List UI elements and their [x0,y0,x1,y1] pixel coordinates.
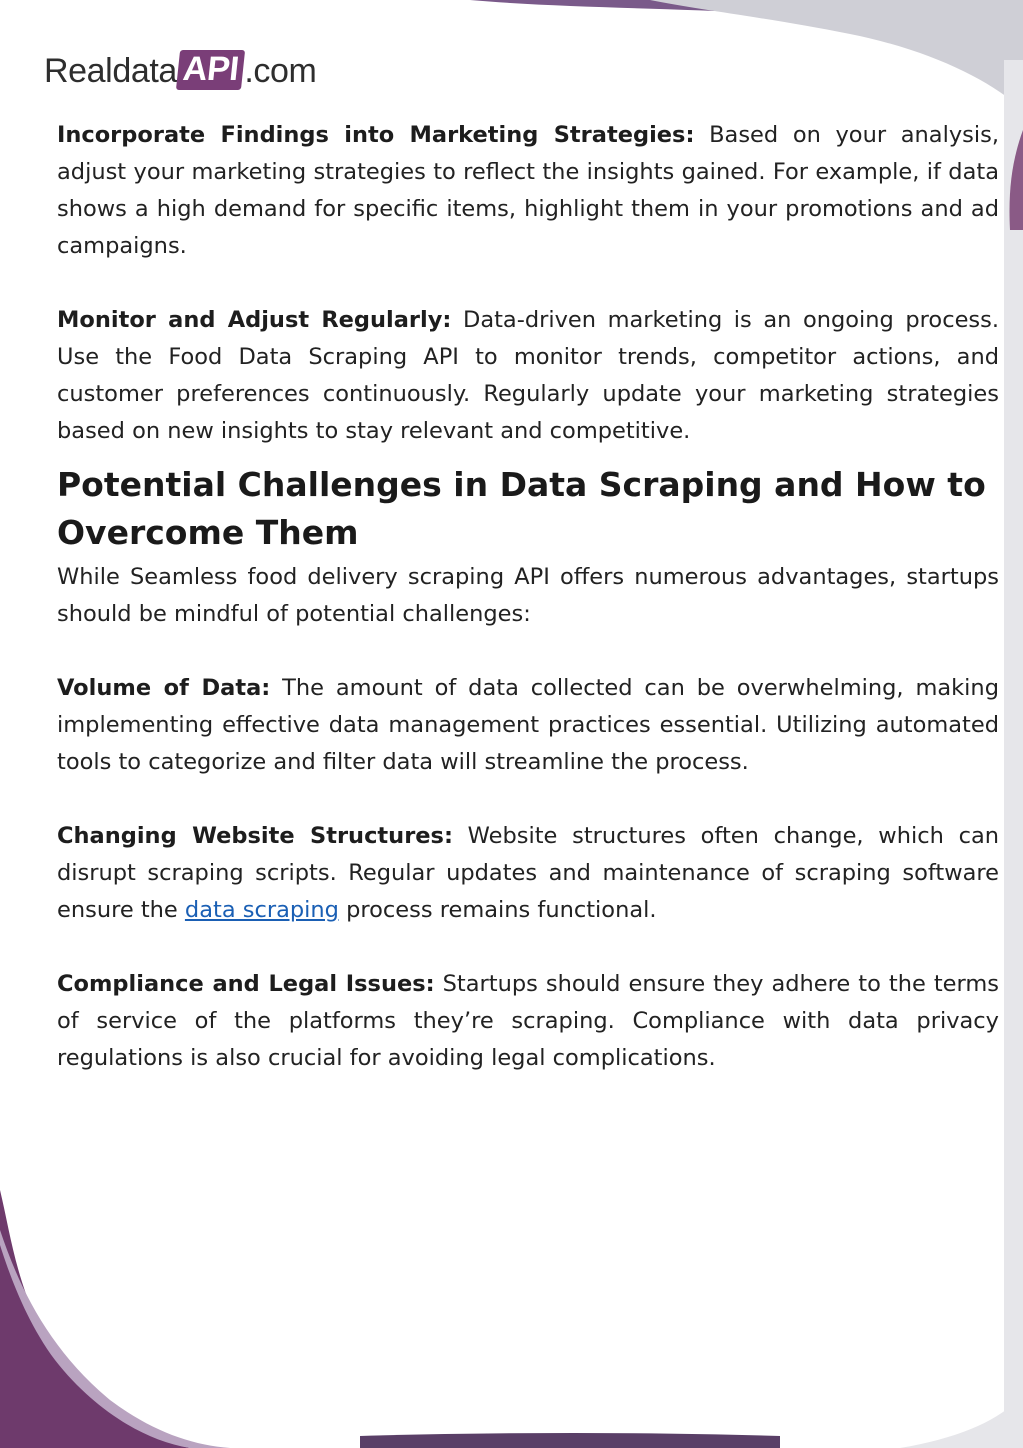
spacer [57,781,999,818]
spacer [57,929,999,966]
monitor-heading: Monitor and Adjust Regularly: [57,307,452,333]
structures-body-before: Website structures often change, which can disrupt scraping scripts. Regular updates and maintenance of scraping software ensure the [57,823,999,923]
logo-text-suffix: .com [244,51,317,90]
paragraph-findings [57,117,999,265]
structures-heading: Changing Website Structures: [57,823,453,849]
top-right-swoosh-light [650,0,1023,110]
paragraph-volume [57,670,999,781]
compliance-heading: Compliance and Legal Issues: [57,971,435,997]
bottom-band [360,1433,780,1448]
brand-logo[interactable] [44,38,316,90]
logo-api-badge: API [176,50,246,90]
paragraph-structures [57,818,999,929]
volume-heading: Volume of Data: [57,675,271,701]
spacer [57,633,999,670]
findings-heading: Incorporate Findings into Marketing Strategies: [57,122,695,148]
section-title-challenges: Potential Challenges in Data Scraping and How to Overcome Them [57,465,986,552]
volume-body: The amount of data collected can be overwhelming, making implementing effective data management practices essential. Utilizing automated tools to categorize and filter data will streamline the process. [57,675,999,775]
compliance-body: Startups should ensure they adhere to the terms of service of the platforms they’re scraping. Compliance with data privacy regulations is also crucial for avoiding legal complications. [57,971,999,1071]
bottom-left-swoosh-dark [0,1190,190,1448]
right-edge-band [1004,60,1023,1448]
document-body [57,117,999,1077]
findings-body: Based on your analysis, adjust your marketing strategies to reflect the insights gained. For example, if data shows a high demand for specific items, highlight them in your promotions and ad campaigns. [57,122,999,259]
logo-text-prefix: Realdata [44,51,177,90]
paragraph-compliance [57,966,999,1077]
data-scraping-link[interactable]: data scraping [184,897,339,923]
structures-body-after: process remains functional. [338,897,657,923]
paragraph-monitor [57,302,999,450]
spacer [57,265,999,302]
monitor-body: Data-driven marketing is an ongoing process. Use the Food Data Scraping API to monitor trends, competitor actions, and customer preferences continuously. Regularly update your marketing strategies based on new insights to stay relevant and competitive. [57,307,1000,444]
paragraph-challenges-intro: While Seamless food delivery scraping API offers numerous advantages, startups should be mindful of potential challenges: [57,564,999,627]
